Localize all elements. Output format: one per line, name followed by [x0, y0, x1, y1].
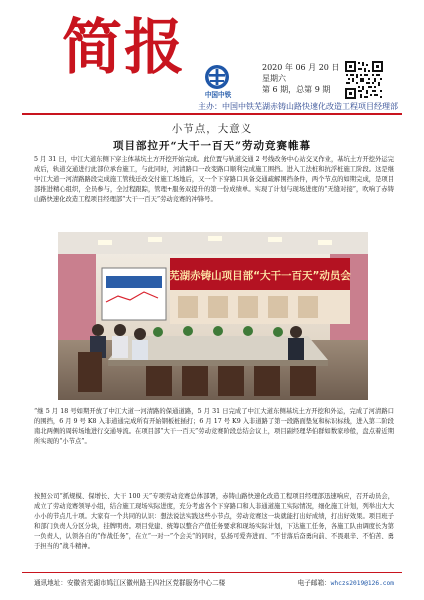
meeting-photo: [58, 232, 368, 400]
article-paragraph-3: 按照公司“抓规模、保增长、大干 100 天”专项劳动竞赛总体部署，赤铸山路快速化改造工程项目经理部迅速响应，召开动员会，成立了劳动竞赛领导小组，结合施工现场实际进度，充分考虑各个下穿路口和人非通道施工实际情况，细化施工计划，列举出大大小小的节点几十项。大家有一个共同的认识：想法说法实践这些小节点，劳动竞赛这一块就能打出好成绩，打出好效果。项目班子和部门负责人分区分块，挂牌明责。项目党建、统筹以整合产值任务要求和现场实际计划，下达施工任务，各施工队由调度长为第一负责人，认领各自的“作战任务”，在立“一对一”个会关“的同时，弘扬可爱奔进而、“不甘落后奋勇向前、不畏艰辛、不怕苦、勇于担当的”战斗精神。: [34, 493, 394, 550]
issue-weekday: 星期六: [262, 74, 286, 83]
article-paragraph-1: 5 月 31 日，中江大道东侧下穿主体基坑土方开挖开始完成。此位置与轨道交通 2 号线改务中心站交叉作业，基坑土方开挖外运完成后，轨道交通进行此部位承台施工，与此同时，河清路口一改变路口顺利完成施工围挡。进入工法桩和抗浮桩施工阶段。这是继中江大道一河清路路段完成施工管线迁改交付施工场地后，又一个下穿路口具备交通疏解围挡条件，两个节点的如期完成，是项目部推进精心组织，全员参与，全过程跟踪，管理+服务双提升的第一份成绩单。实现了计划与现场进度的“无缝对接”，吹响了赤铸山路快速化改造工程项目经理部“大干一百天”劳动竞赛的冲锋号。: [34, 156, 394, 203]
issue-number: 第 6 期，总第 9 期: [262, 85, 331, 94]
masthead-title: 简报: [62, 13, 186, 83]
footer-email-link[interactable]: whczs2019@126.com: [330, 580, 394, 587]
footer-divider: [22, 572, 402, 573]
logo-caption: 中国中铁: [204, 91, 232, 99]
issue-date: 2020 年 06 月 20 日: [262, 63, 340, 72]
photo-banner-text: 芜湖赤铸山项目部“大干一百天”动员会: [169, 270, 351, 282]
footer-email: [298, 577, 394, 587]
footer-email-label: 电子邮箱：: [297, 579, 331, 587]
issue-meta: [262, 62, 344, 95]
sponsor-line: 主办：中国中铁芜湖赤铸山路快速化改造工程项目经理部: [198, 102, 398, 111]
article-headline: 项目部拉开“大干一百天”劳动竞赛帷幕: [112, 140, 312, 152]
footer: [34, 574, 394, 588]
footer-address: 通讯地址：安徽省芜湖市鸠江区徽州路王四社区党群服务中心二楼: [34, 579, 226, 587]
article-kicker: 小节点，大意义: [171, 123, 253, 135]
article-paragraph-2: “继 5 月 18 号如期开放了中江大道一河清路的保通道路，5 月 31 日完成了中江大道东侧基坑土方开挖和外运，完成了河清路口的围挡，6 月 9 号 K8 入非道通完成所有开始钢板桩插打；6 月 17 号 K9 入非道路了第一段路面垫复和标识标线，进入第二阶段南北两侧的周转场地进行交通导流。在项目部“大干一百天”劳动竞赛阶段总结会议上，项目副经理华伯群如数家珍般，盘点着近期所实现的“小节点”。: [34, 408, 394, 445]
qr-code: [344, 60, 384, 100]
header-divider: [22, 113, 402, 115]
